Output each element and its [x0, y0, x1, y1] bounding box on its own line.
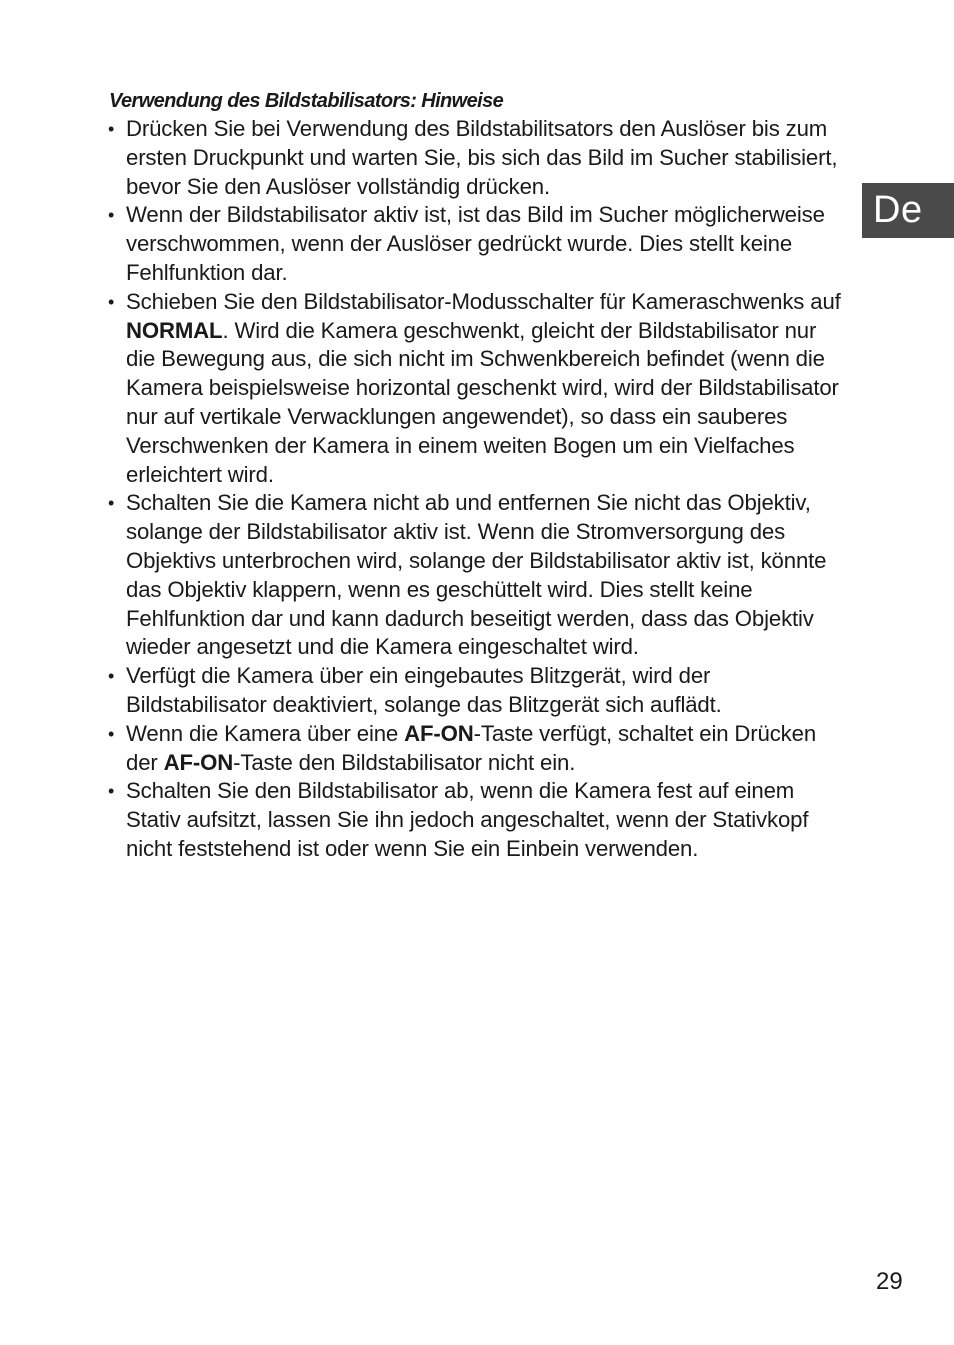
- page-number: 29: [876, 1268, 903, 1295]
- button-name-label: NORMAL: [126, 317, 223, 343]
- note-text: Wenn der Bildstabilisator aktiv ist, ist das Bild im Sucher möglicherweise verschwommen, wenn der Auslöser gedrückt wurde. Dies stellt keine Fehlfunktion dar.: [126, 202, 825, 285]
- notes-list: [105, 115, 845, 864]
- note-text: -Taste verfügt, schaltet ein Drücken der: [126, 720, 817, 775]
- note-text: Drücken Sie bei Verwendung des Bildstabilitsators den Auslöser bis zum ersten Druckpunkt und warten Sie, bis sich das Bild im Sucher stabilisiert, bevor Sie den Auslöser vollständig drücken.: [126, 116, 838, 199]
- note-text: Schieben Sie den Bildstabilisator-Modusschalter für Kameraschwenks auf: [126, 288, 841, 314]
- note-text: Schalten Sie die Kamera nicht ab und entfernen Sie nicht das Objektiv, solange der Bildstabilisator aktiv ist. Wenn die Stromversorgung des Objektivs unterbrochen wird, solange der Bildstabilisator aktiv ist, könnte das Objektiv klappern, wenn es geschüttelt wird. Dies stellt keine Fehlfunktion dar und kann dadurch beseitigt werden, dass das Objektiv wieder angesetzt und die Kamera eingeschaltet wird.: [126, 490, 827, 660]
- note-item: [105, 489, 845, 662]
- section-heading: Verwendung des Bildstabilisators: Hinweise: [109, 90, 504, 112]
- button-name-label: AF-ON: [163, 749, 234, 775]
- note-item: [105, 662, 845, 720]
- note-item: [105, 288, 845, 490]
- note-item: [105, 115, 845, 201]
- note-item: [105, 201, 845, 287]
- note-text: . Wird die Kamera geschwenkt, gleicht der Bildstabilisator nur die Bewegung aus, die sich nicht im Schwenkbereich befindet (wenn die Kamera beispielsweise horizontal geschenkt wird, wird der Bildstabilisator nur auf vertikale Verwacklungen angewendet), so dass ein sauberes Verschwenken der Kamera in einem weiten Bogen um ein Vielfaches erleichtert wird.: [126, 317, 839, 487]
- button-name-label: AF-ON: [404, 720, 474, 746]
- note-item: [105, 777, 845, 863]
- note-text: Verfügt die Kamera über ein eingebautes Blitzgerät, wird der Bildstabilisator deaktiviert, solange das Blitzgerät sich auflädt.: [126, 663, 722, 717]
- language-tab: De: [862, 183, 954, 238]
- note-item: [105, 720, 845, 778]
- note-text: Wenn die Kamera über eine: [126, 720, 405, 746]
- note-text: Schalten Sie den Bildstabilisator ab, wenn die Kamera fest auf einem Stativ aufsitzt, lassen Sie ihn jedoch angeschaltet, wenn der Stativkopf nicht feststehend ist oder wenn Sie ein Einbein verwenden.: [126, 778, 809, 861]
- note-text: -Taste den Bildstabilisator nicht ein.: [233, 749, 576, 775]
